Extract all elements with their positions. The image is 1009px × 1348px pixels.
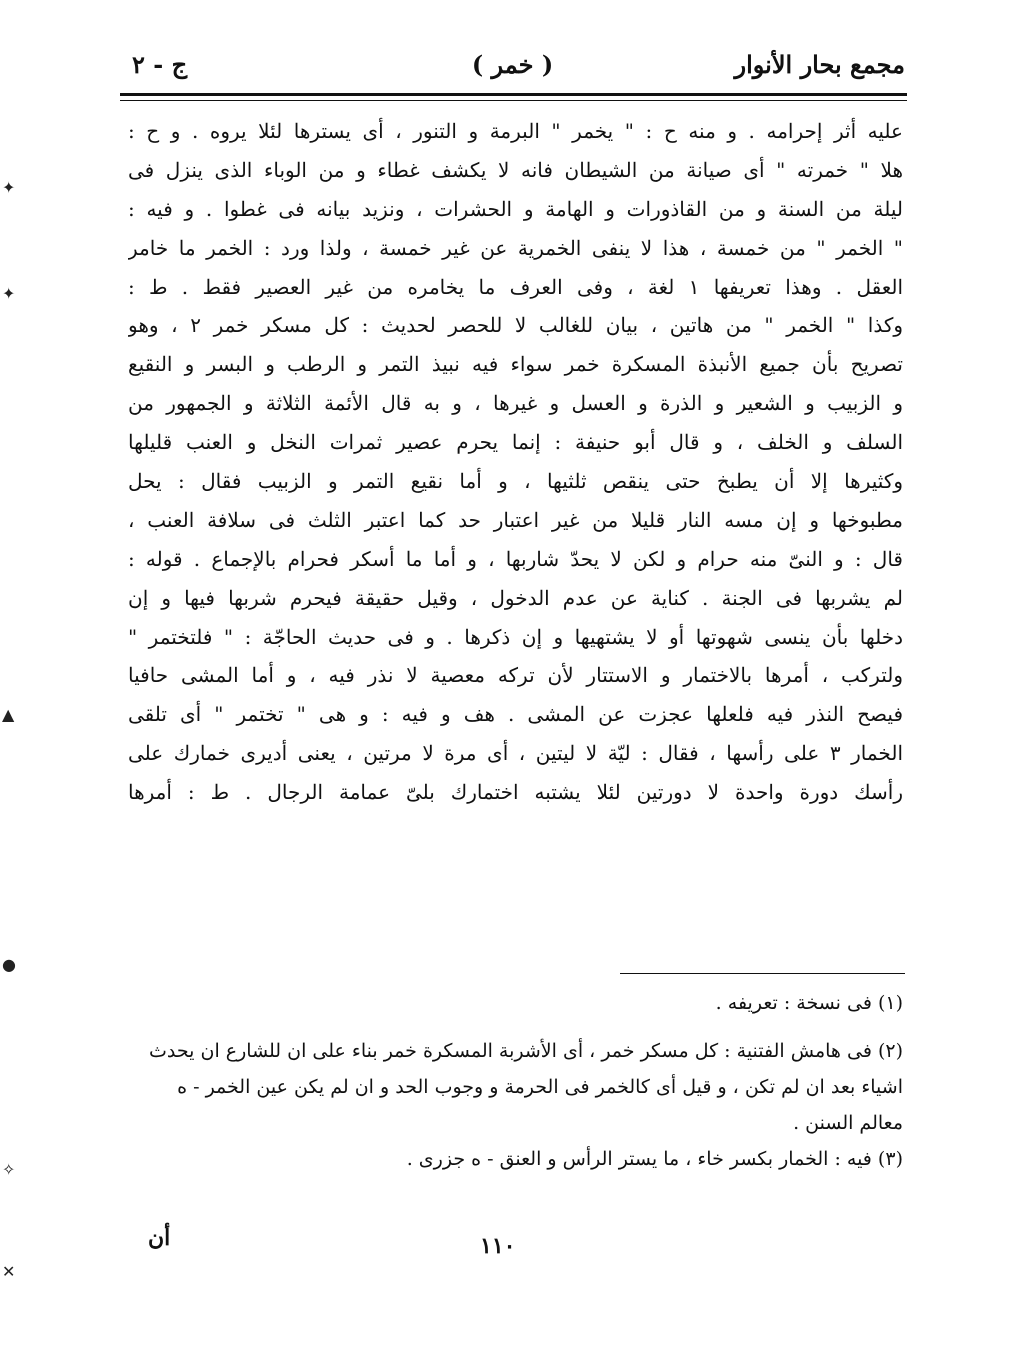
body-line: وكثيرها إلا أن يطبخ حتى ينقص ثلثيها ، و أما نقيع التمر و الزبيب فقال : يحل [128, 469, 903, 494]
body-line: عليه أثر إحرامه . و منه ح : " يخمر " البرمة و التنور ، أى يسترها لئلا يروه . و ح : [128, 119, 903, 143]
running-header [120, 50, 905, 90]
margin-mark-icon: ✦ [2, 284, 16, 303]
body-line: قال : و النىّ منه حرام و لكن لا يحدّ شاربها ، و أما ما أسكر فحرام بالإجماع . قوله : [128, 546, 903, 571]
volume-label: ج - ٢ [132, 50, 188, 79]
book-title: مجمع بحار الأنوار [734, 50, 905, 79]
body-line: " الخمر " من خمسة ، هذا لا ينفى الخمرية عن غير خمسة ، ولذا ورد : الخمر ما خامر [128, 235, 903, 260]
footnote-2-cont: اشياء بعد ان لم تكن ، و قيل أى كالخمر فى الحرمة و وجوب الحد و ان لم يكن عين الخمر - ه [177, 1076, 903, 1098]
body-line: تصريح بأن جميع الأنبذة المسكرة خمر سواء فيه نبيذ التمر و الرطب و البسر و النقيع [128, 352, 903, 377]
footnote-3: (٣) فيه : الخمار بكسر خاء ، ما يستر الرأس و العنق - ه جزرى . [406, 1148, 903, 1170]
footnotes [128, 985, 903, 1177]
margin-mark-icon: ● [2, 955, 16, 974]
body-line: ولتركب ، أمرها بالاختمار و الاستتار لأن تركه معصية لا نذر فيه ، و أما المشى حافيا [128, 663, 903, 688]
body-line: ليلة من السنة و من القاذورات و الهامة و الحشرات ، ونزيد بيانه فى غطوا . و فيه : [128, 196, 903, 221]
entry-word: ( خمر ) [471, 50, 554, 79]
body-line: دخلها بأن ينسى شهوتها أو لا يشتهيها و إن ذكرها . و فى حديث الحاجّة : " فلتختمر " [128, 624, 903, 649]
body-line: وكذا " الخمر " من هاتين ، بيان للغالب لا للحصر لحديث : كل مسكر خمر ٢ ، وهو [128, 313, 903, 338]
body-line: لم يشربها فى الجنة . كناية عن عدم الدخول ، وقيل حقيقة فيحرم شربها فيها و إن [128, 585, 903, 610]
body-text [128, 112, 903, 812]
catchword: أن [148, 1225, 171, 1251]
body-line: فيصح النذر فيه فلعلها عجزت عن المشى . هف و فيه : و هى " تختمر " أى تلقى [128, 702, 903, 727]
footnote-2: (٢) فى هامش الفتنية : كل مسكر خمر ، أى الأشربة المسكرة خمر بناء على ان للشارع ان يحدث [149, 1040, 903, 1062]
footnote-1: (١) فى نسخة : تعريفه . [715, 992, 903, 1014]
body-line: رأسك دورة واحدة لا دورتين لئلا يشتبه اختمارك بلىّ عمامة الرجال . ط : أمرها [128, 780, 903, 805]
body-line: العقل . وهذا تعريفها ١ لغة ، وفى العرف ما يخامره من غير العصير فقط . ط : [128, 274, 903, 299]
body-line: هلا " خمرته " أى صيانة من الشيطان فانه لا يكشف غطاء و من الوباء الذى ينزل فى [128, 157, 903, 182]
margin-mark-icon: ✕ [2, 1262, 16, 1281]
body-line: الخمار ٣ على رأسها ، فقال : ليّة لا ليتين ، أى مرة لا مرتين ، يعنى أديرى خمارك على [128, 741, 903, 766]
footnote-2-cont: معالم السنن . [793, 1112, 903, 1134]
body-line: مطبوخها و إن مسه النار قليلا من غير اعتبار حد كما اعتبر الثلث فى سلافة العنب ، [128, 507, 903, 532]
body-line: و الزبيب و الشعير و الذرة و العسل و غيرها ، و به قال الأئمة الثلاثة و الجمهور من [128, 391, 903, 416]
margin-mark-icon: ✦ [2, 178, 16, 197]
margin-mark-icon: ▲ [2, 705, 15, 724]
header-rule-thick [120, 93, 907, 96]
margin-mark-icon: ✧ [2, 1160, 16, 1179]
page-number: ١١٠ [480, 1233, 516, 1259]
body-line: السلف و الخلف ، و قال أبو حنيفة : إنما يحرم عصير ثمرات النخل و العنب قليلها [128, 430, 903, 455]
header-rule-thin [120, 100, 907, 101]
footnote-rule [620, 973, 905, 974]
